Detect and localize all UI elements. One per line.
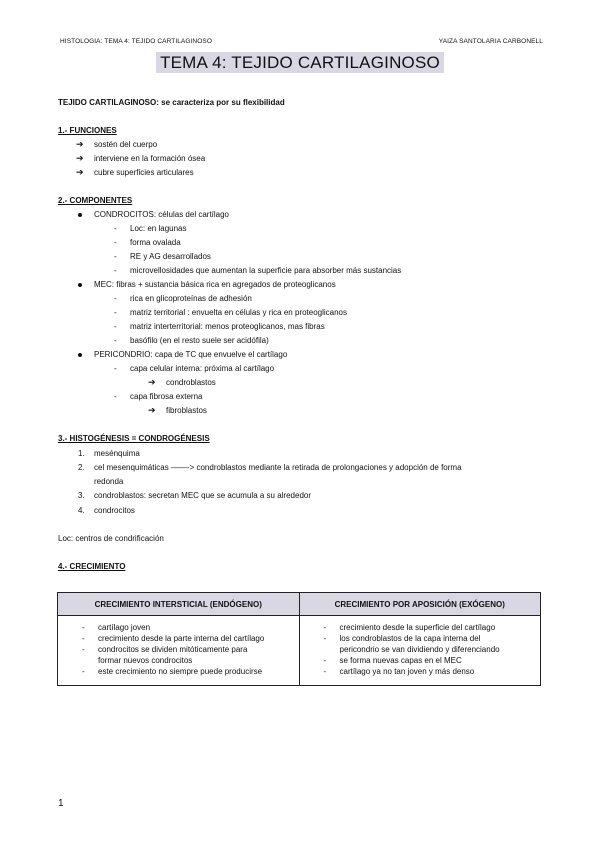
header-right: YAIZA SANTOLARIA CARBONELL <box>438 38 543 45</box>
list-item: interviene en la formación ósea <box>94 154 206 163</box>
section-title-componentes: 2.- COMPONENTES <box>58 196 133 205</box>
list-number: 1. <box>78 449 85 458</box>
right-arrow-icon: ➔ <box>76 167 84 177</box>
list-number: 4. <box>78 506 85 515</box>
list-item: condrocitos <box>94 506 135 515</box>
list-item <box>300 666 541 677</box>
list-item: matriz territorial : envuelta en células y rica en proteoglicanos <box>130 308 347 317</box>
intro-label: TEJIDO CARTILAGINOSO <box>58 98 157 107</box>
dash-marker: - <box>114 322 117 331</box>
list-item: matriz interterritorial: menos proteoglicanos, mas fibras <box>130 322 325 331</box>
list-item <box>300 644 541 655</box>
dash-marker: - <box>82 623 85 632</box>
cell-text: cartílago joven <box>98 623 151 632</box>
section-title-funciones: 1.- FUNCIONES <box>58 126 117 135</box>
right-arrow-icon: ➔ <box>76 153 84 163</box>
dash-marker: - <box>114 392 117 401</box>
intro-text: : se caracteriza por su flexibilidad <box>156 98 285 107</box>
list-item <box>58 622 299 633</box>
cell-text: pericondrio se van dividiendo y diferenciando <box>339 645 500 654</box>
dash-marker: - <box>323 623 327 632</box>
table-header-cell: CRECIMIENTO INTERSTICIAL (ENDÓGENO) <box>58 593 300 616</box>
list-item <box>58 666 299 677</box>
list-item <box>58 644 299 655</box>
page-title-container <box>0 52 600 73</box>
dash-marker: - <box>82 634 85 643</box>
list-item: Loc: en lagunas <box>130 224 187 233</box>
cell-text: se forma nuevas capas en el MEC <box>339 656 462 665</box>
right-arrow-icon: ➔ <box>148 405 156 415</box>
loc-line: Loc: centros de condrificación <box>58 534 164 543</box>
cell-text: crecimiento desde la parte interna del cartílago <box>98 634 265 643</box>
table-header-row <box>58 593 541 616</box>
dash-marker: - <box>114 364 117 373</box>
list-item-continuation: redonda <box>94 477 124 486</box>
mec-label: MEC: fibras + sustancia básica rica en agregados de proteoglicanos <box>94 280 336 289</box>
cell-text: cartílago ya no tan joven y más denso <box>339 667 475 676</box>
list-item: condroblastos: secretan MEC que se acumula a su alrededor <box>94 491 312 500</box>
list-item: mesénquima <box>94 449 140 458</box>
list-item: RE y AG desarrollados <box>130 252 211 261</box>
cell-text: crecimiento desde la superficie del cartílago <box>339 623 496 632</box>
list-number: 2. <box>78 463 85 472</box>
dash-marker: - <box>114 294 117 303</box>
list-number: 3. <box>78 491 85 500</box>
condrocitos-label: CONDROCITOS: células del cartílago <box>94 210 230 219</box>
list-item: cel mesenquimáticas ——-> condroblastos mediante la retirada de prolongaciones y adopción de forma <box>94 463 462 472</box>
header-left: HISTOLOGIA: TEMA 4: TEJIDO CARTILAGINOSO <box>60 38 212 45</box>
dash-marker: - <box>114 308 117 317</box>
dash-marker: - <box>323 667 327 676</box>
list-item: capa celular interna: próxima al cartílago <box>130 364 275 373</box>
list-item: cubre superficies articulares <box>94 168 194 177</box>
right-arrow-icon: ➔ <box>148 377 156 387</box>
page-title: TEMA 4: TEJIDO CARTILAGINOSO <box>156 52 444 73</box>
section-title-crecimiento: 4.- CRECIMIENTO <box>58 562 126 571</box>
cell-text: este crecimiento no siempre puede producirse <box>98 667 263 676</box>
list-subitem: fibroblastos <box>166 406 207 415</box>
bullet-dot-icon <box>78 353 82 357</box>
dash-marker: - <box>114 266 117 275</box>
list-item: forma ovalada <box>130 238 181 247</box>
list-item <box>300 622 541 633</box>
dash-marker: - <box>114 224 117 233</box>
table-cell-left <box>58 616 300 686</box>
bullet-dot-icon <box>78 283 82 287</box>
cell-text: formar nuevos condrocitos <box>98 656 193 665</box>
list-item <box>58 633 299 644</box>
growth-table <box>57 592 541 686</box>
section-title-histogenesis: 3.- HISTOGÉNESIS = CONDROGÉNESIS <box>58 434 210 443</box>
list-item <box>58 655 299 666</box>
table-cell-right <box>299 616 541 686</box>
dash-marker: - <box>114 336 117 345</box>
dash-marker: - <box>323 634 327 643</box>
bullet-dot-icon <box>78 213 82 217</box>
table-row <box>58 616 541 686</box>
dash-marker: - <box>323 656 327 665</box>
list-item: rica en glicoproteínas de adhesión <box>130 294 252 303</box>
cell-text: los condroblastos de la capa interna del <box>339 634 481 643</box>
right-arrow-icon: ➔ <box>76 139 84 149</box>
pericondrio-label: PERICONDRIO: capa de TC que envuelve el cartílago <box>94 350 288 359</box>
dash-marker: - <box>82 667 85 676</box>
dash-marker: - <box>114 252 117 261</box>
list-item: microvellosidades que aumentan la superficie para absorber más sustancias <box>130 266 402 275</box>
cell-text: condrocitos se dividen mitóticamente para <box>98 645 248 654</box>
dash-marker: - <box>114 238 117 247</box>
page-number: 1 <box>58 798 64 809</box>
dash-marker: - <box>82 645 85 654</box>
list-subitem: condroblastos <box>166 378 216 387</box>
list-item: basófilo (en el resto suele ser acidófila) <box>130 336 269 345</box>
list-item: sostén del cuerpo <box>94 140 158 149</box>
list-item <box>300 633 541 644</box>
intro-line <box>58 98 285 108</box>
list-item: capa fibrosa externa <box>130 392 203 401</box>
list-item <box>300 655 541 666</box>
table-header-cell: CRECIMIENTO POR APOSICIÓN (EXÓGENO) <box>299 593 541 616</box>
